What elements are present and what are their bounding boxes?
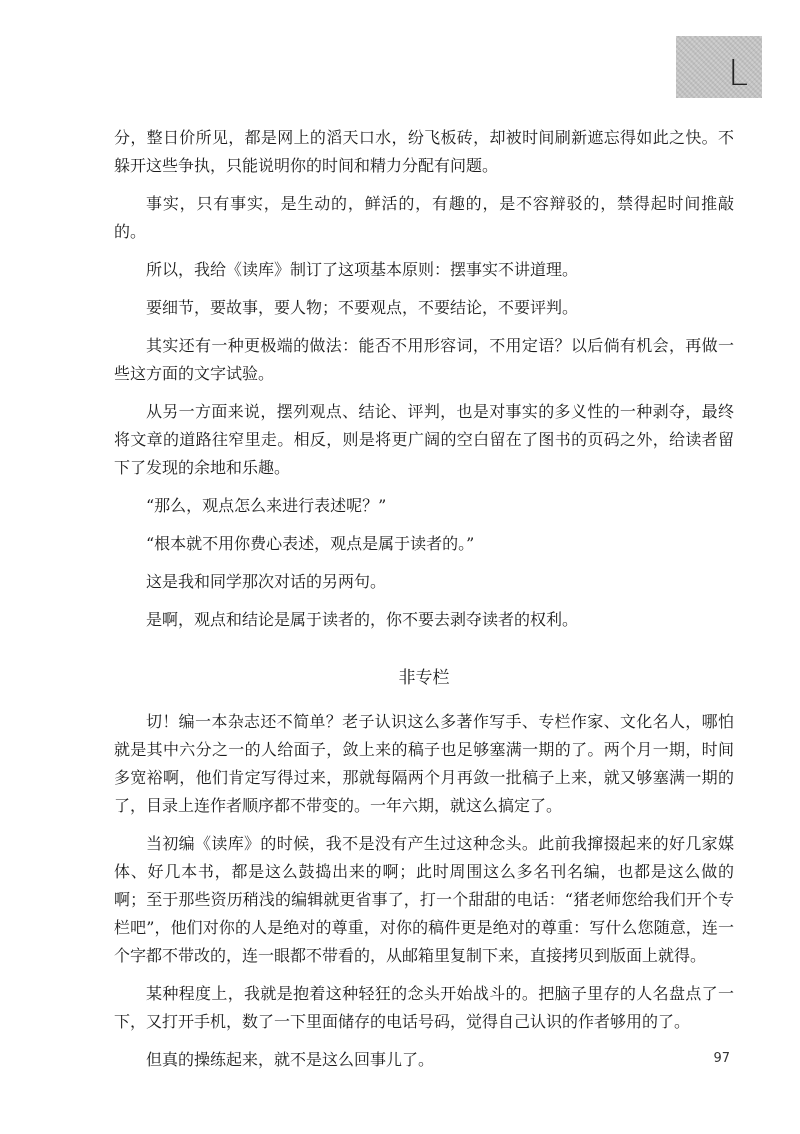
paragraph: 但真的操练起来，就不是这么回事儿了。 — [146, 1050, 435, 1069]
paragraph: 其实还有一种更极端的做法：能否不用形容词，不用定语？以后倘有机会，再做一些这方面的文字试验。 — [114, 336, 734, 383]
paragraph: 分，整日价所见，都是网上的滔天口水，纷飞板砖，却被时间刷新遮忘得如此之快。不躲开这些争执，只能说明你的时间和精力分配有问题。 — [114, 128, 734, 175]
page-number: 97 — [713, 1051, 730, 1066]
paragraph: “那么，观点怎么来进行表述呢？” — [146, 496, 387, 515]
paragraph: 某种程度上，我就是抱着这种轻狂的念头开始战斗的。把脑子里存的人名盘点了一下，又打开手机，数了一下里面储存的电话号码，觉得自己认识的作者够用的了。 — [114, 984, 734, 1031]
body-text — [114, 124, 734, 1084]
paragraph: 从另一方面来说，摆列观点、结论、评判，也是对事实的多义性的一种剥夺，最终将文章的道路往窄里走。相反，则是将更广阔的空白留在了图书的页码之外，给读者留下了发现的余地和乐趣。 — [114, 402, 734, 477]
paragraph: 事实，只有事实，是生动的，鲜活的，有趣的，是不容辩驳的，禁得起时间推敲的。 — [114, 194, 734, 241]
paragraph: 切！编一本杂志还不简单？老子认识这么多著作写手、专栏作家、文化名人，哪怕就是其中六分之一的人给面子，敛上来的稿子也足够塞满一期的了。两个月一期，时间多宽裕啊，他们肯定写得过来，那就每隔两个月再敛一批稿子上来，就又够塞满一期的了，目录上连作者顺序都不带变的。一年六期，就这么搞定了。 — [114, 712, 734, 815]
chapter-tab — [676, 36, 762, 98]
paragraph: 这是我和同学那次对话的另两句。 — [146, 572, 387, 591]
paragraph: 所以，我给《读库》制订了这项基本原则：摆事实不讲道理。 — [146, 260, 579, 279]
paragraph: 是啊，观点和结论是属于读者的，你不要去剥夺读者的权利。 — [146, 610, 579, 629]
paragraph: 要细节，要故事，要人物；不要观点，不要结论，不要评判。 — [146, 298, 579, 317]
chapter-letter: L — [727, 53, 748, 94]
section-title: 非专栏 — [398, 668, 450, 688]
paragraph: 当初编《读库》的时候，我不是没有产生过这种念头。此前我撺掇起来的好几家媒体、好几本书，都是这么鼓捣出来的啊；此时周围这么多名刊名编，也都是这么做的啊；至于那些资历稍浅的编辑就更省事了，打一个甜甜的电话：“猪老师您给我们开个专栏吧”，他们对你的人是绝对的尊重，对你的稿件更是绝对的尊重：写什么您随意，连一个字都不带改的，连一眼都不带看的，从邮箱里复制下来，直接拷贝到版面上就得。 — [114, 834, 734, 965]
paragraph: “根本就不用你费心表述，观点是属于读者的。” — [146, 534, 475, 553]
